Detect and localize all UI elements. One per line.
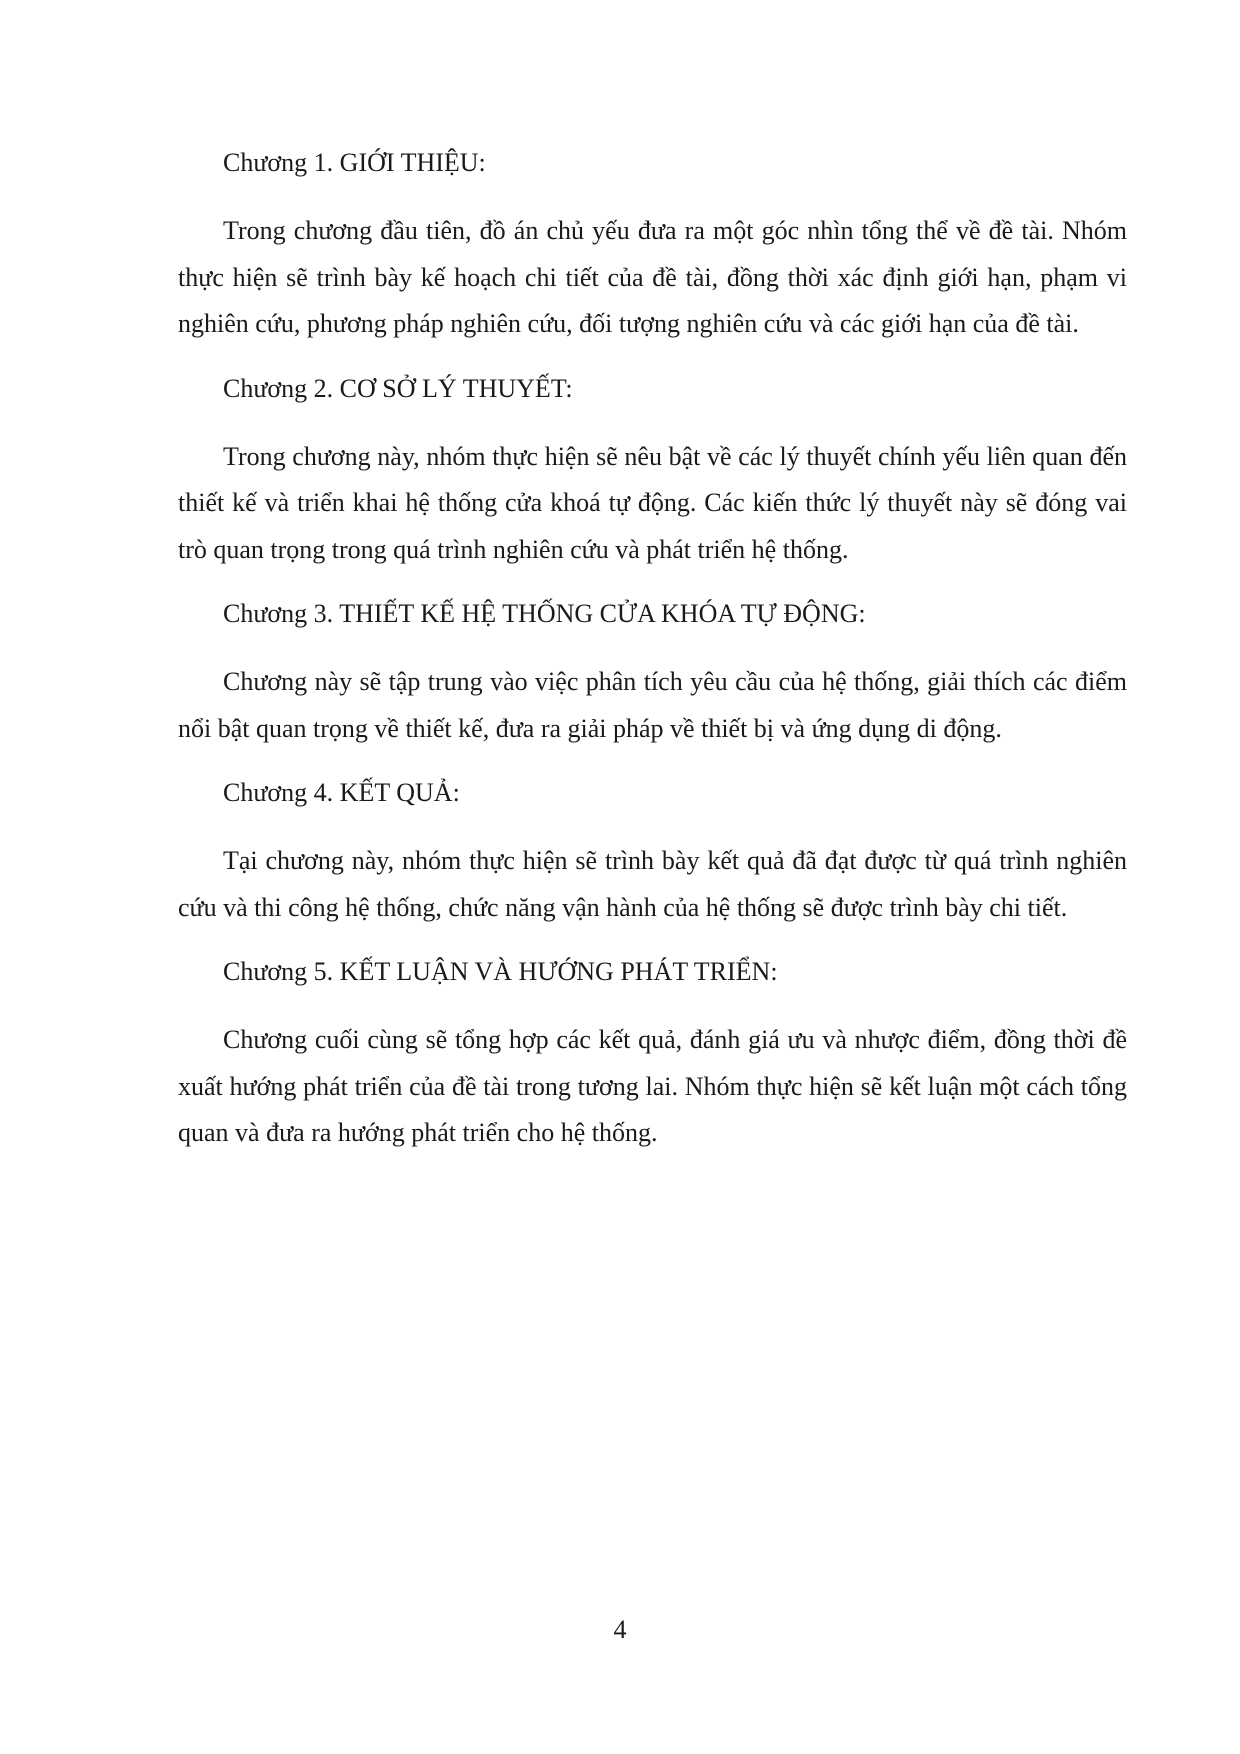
chapter-5-heading: Chương 5. KẾT LUẬN VÀ HƯỚNG PHÁT TRIỂN: <box>223 957 778 986</box>
chapter-2-paragraph: Trong chương này, nhóm thực hiện sẽ nêu bật về các lý thuyết chính yếu liên quan đến thiết kế và triển khai hệ thống cửa khoá tự động. Các kiến thức lý thuyết này sẽ đóng vai trò quan trọng trong quá trình nghiên cứu và phát triển hệ thống. <box>178 441 1127 564</box>
chapter-5-paragraph: Chương cuối cùng sẽ tổng hợp các kết quả, đánh giá ưu và nhược điểm, đồng thời đề xuất hướng phát triển của đề tài trong tương lai. Nhóm thực hiện sẽ kết luận một cách tổng quan và đưa ra hướng phát triển cho hệ thống. <box>178 1025 1127 1147</box>
chapter-4-paragraph: Tại chương này, nhóm thực hiện sẽ trình bày kết quả đã đạt được từ quá trình nghiên cứu và thi công hệ thống, chức năng vận hành của hệ thống sẽ được trình bày chi tiết. <box>178 846 1127 922</box>
chapter-3-paragraph: Chương này sẽ tập trung vào việc phân tích yêu cầu của hệ thống, giải thích các điểm nổi bật quan trọng về thiết kế, đưa ra giải pháp về thiết bị và ứng dụng di động. <box>178 667 1127 743</box>
page-content <box>178 148 1127 1157</box>
page-number: 4 <box>613 1615 627 1644</box>
chapter-3-heading: Chương 3. THIẾT KẾ HỆ THỐNG CỬA KHÓA TỰ ĐỘNG: <box>223 599 866 628</box>
chapter-1-heading: Chương 1. GIỚI THIỆU: <box>223 148 486 177</box>
chapter-2-heading: Chương 2. CƠ SỞ LÝ THUYẾT: <box>223 373 573 403</box>
chapter-4-heading: Chương 4. KẾT QUẢ: <box>223 778 460 807</box>
chapter-1-paragraph: Trong chương đầu tiên, đồ án chủ yếu đưa ra một góc nhìn tổng thể về đề tài. Nhóm thực hiện sẽ trình bày kế hoạch chi tiết của đề tài, đồng thời xác định giới hạn, phạm vi nghiên cứu, phương pháp nghiên cứu, đối tượng nghiên cứu và các giới hạn của đề tài. <box>178 216 1127 338</box>
